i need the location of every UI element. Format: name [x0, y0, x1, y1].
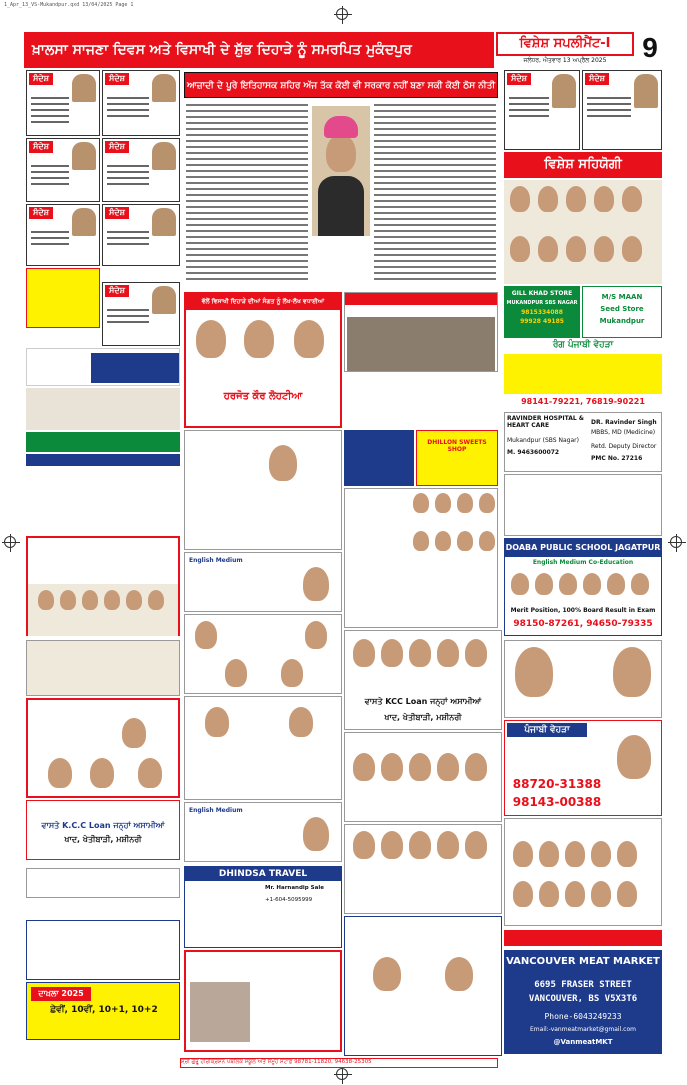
message-label: ਸੰਦੇਸ਼ [105, 285, 129, 297]
school-ad [26, 920, 180, 980]
greeting-ad [344, 430, 414, 486]
punjabi-vehla-ad [504, 720, 662, 816]
print-slug: 1_Apr_13_VS-Mukandpur.qxd 13/04/2025 Page 1 [4, 2, 134, 8]
greeting-ad [26, 698, 180, 798]
greeting-ad [184, 696, 342, 800]
registration-mark-left [4, 536, 16, 548]
greeting-ad [26, 348, 180, 386]
page-banner-title: ਖ਼ਾਲਸਾ ਸਾਜਣਾ ਦਿਵਸ ਅਤੇ ਵਿਸਾਖੀ ਦੇ ਸ਼ੁੱਭ ਦਿਹਾੜੇ ਨੂੰ ਸਮਰਪਿਤ ਮੁਕੰਦਪੁਰ [24, 32, 494, 68]
greeting-strip [504, 930, 662, 946]
doctor-name: DR. Ravinder Singh [591, 419, 657, 426]
khad-line: ਖਾਦ, ਖੇਤੀਬਾੜੀ, ਮਸ਼ੀਨਰੀ [64, 835, 142, 844]
greeting-ad [184, 430, 342, 550]
school-ad [184, 802, 342, 862]
punjabi-vehla-title: ਪੰਜਾਬੀ ਵੇਹੜਾ [507, 723, 587, 737]
ravinder-hospital-ad [504, 412, 662, 472]
ms-maan-name: M/S MAAN [601, 293, 643, 301]
kcc-loan-ad [26, 800, 180, 860]
punjabi-vehla-heading: ਰੰਗ ਪੰਜਾਬੀ ਵੇਹੜਾ [504, 340, 662, 352]
main-headline: ਆਜ਼ਾਦੀ ਦੇ ਪੂਰੇ ਇਤਿਹਾਸਕ ਸ਼ਹਿਰ ਅੱਜ ਤੱਕ ਕੋਈ ਵੀ ਸਰਕਾਰ ਨਹੀਂ ਬਣਾ ਸਕੀ ਕੋਈ ਠੋਸ ਨੀਤੀ [184, 72, 498, 98]
khad-line: ਖਾਦ, ਖੇਤੀਬਾੜੀ, ਮਸ਼ੀਨਰੀ [384, 713, 462, 722]
message-label: ਸੰਦੇਸ਼ [507, 73, 531, 85]
dhillon-name: DHILLON SWEETS SHOP [427, 439, 487, 453]
pv-phone-1: 88720-31388 [512, 777, 602, 791]
gill-khad-name: GILL KHAD STORE [511, 290, 573, 297]
vancouver-meat-market-ad [504, 950, 662, 1054]
political-greeting-ad [184, 292, 342, 428]
doaba-school-ad [504, 538, 662, 636]
registration-mark-right [670, 536, 682, 548]
vancouver-addr1: 6695 FRASER STREET [534, 980, 632, 990]
dhindsa-contact: Mr. Harnandip Sale [265, 885, 324, 891]
hospital-name: RAVINDER HOSPITAL & HEART CARE [507, 415, 585, 429]
supplement-label: ਵਿਸ਼ੇਸ਼ ਸਪਲੀਮੈਂਟ-I [496, 32, 634, 56]
kcc-loan-text: ਵਾਸਤੇ K.C.C Loan ਜਨ੍ਹਾਂ ਅਸਾਮੀਆਂ [41, 821, 165, 830]
pv-phone-2: 98143-00388 [512, 795, 602, 809]
greeting-ad [184, 614, 342, 694]
greeting-ad [26, 868, 180, 898]
message-box [26, 138, 100, 202]
dhindsa-phone: +1-604-5095999 [265, 897, 313, 903]
gill-khad-ad [504, 286, 580, 338]
contributors-grid [344, 824, 502, 914]
doctor-post: Retd. Deputy Director [591, 443, 657, 450]
doaba-merit: Merit Position, 100% Board Result in Exam [510, 607, 656, 614]
contributors-grid [344, 732, 502, 822]
gill-khad-phone2: 99928 49185 [520, 318, 564, 325]
english-medium-label: English Medium [189, 807, 243, 814]
message-label: ਸੰਦੇਸ਼ [105, 73, 129, 85]
vancouver-name: VANCOUVER MEAT MARKET [506, 956, 660, 967]
dhindsa-name: DHINDSA TRAVEL [185, 867, 341, 881]
vancouver-email: Email:-vanmeatmarket@gmail.com [530, 1026, 636, 1033]
doctor-qualification: MBBS, MD (Medicine) [591, 429, 656, 436]
message-label: ਸੰਦੇਸ਼ [105, 141, 129, 153]
dhindsa-travel-ad [184, 866, 342, 948]
greeting-line: ਵੱਲੋਂ ਵਿਸਾਖੀ ਦਿਹਾੜੇ ਦੀਆਂ ਸੰਗਤ ਨੂੰ ਲੱਖ-ਲੱਖ ਵਧਾਈਆਂ [186, 294, 340, 310]
doctor-pmc: PMC No. 27216 [591, 455, 643, 462]
school-strip [26, 454, 180, 466]
message-label: ਸੰਦੇਸ਼ [585, 73, 609, 85]
article-column [184, 100, 310, 290]
ms-maan-ad [582, 286, 662, 338]
special-support-grid [504, 180, 662, 284]
doaba-phones: 98150-87261, 94650-79335 [513, 619, 653, 629]
footer-strip: ਸ਼੍ਰੀ ਗੁਰੂ ਹਰਿਕ੍ਰਿਸ਼ਨ ਪਬਲਿਕ ਸਕੂਲ ਅਤੇ ਸਮੂਹ ਸਟਾਫ਼ 98781-11820, 94638-25305 [180, 1058, 498, 1068]
article-portrait [312, 106, 370, 236]
registration-mark-top [336, 8, 348, 20]
school-ad [26, 432, 180, 452]
contributors-grid [344, 488, 498, 628]
vancouver-phone: Phone-6043249233 [544, 1012, 622, 1021]
panchayat-ad [504, 640, 662, 718]
message-box [582, 70, 662, 150]
gill-khad-phone: 9815334088 [521, 309, 563, 316]
admission-label: ਦਾਖ਼ਲਾ 2025 [31, 987, 91, 1001]
message-label: ਸੰਦੇਸ਼ [29, 207, 53, 219]
message-box [102, 282, 180, 346]
group-photo-ad [26, 640, 180, 696]
message-box [102, 138, 180, 202]
kcc-loan-heading: ਵਾਸਤੇ KCC Loan ਜਨ੍ਹਾਂ ਅਸਾਮੀਆਂ [364, 697, 482, 706]
dhillon-sweets-ad [416, 430, 498, 486]
registration-mark-bottom [336, 1068, 348, 1080]
news-photo [344, 292, 498, 372]
ms-maan-line3: Mukandpur [599, 317, 645, 325]
doaba-name: DOABA PUBLIC SCHOOL JAGATPUR [505, 539, 661, 557]
greeting-ad [344, 916, 502, 1056]
message-box [102, 204, 180, 266]
punjabi-vehla-phones: 98141-79221, 76819-90221 [504, 396, 662, 408]
medical-ad [184, 950, 342, 1052]
hospital-place: Mukandpur (SBS Nagar) [507, 437, 579, 444]
greeting-ad [504, 474, 662, 536]
school-ad [184, 552, 342, 612]
edition-date: ਜਲੰਧਰ, ਐਤਵਾਰ 13 ਅਪ੍ਰੈਲ 2025 [523, 57, 607, 64]
message-label: ਸੰਦੇਸ਼ [29, 73, 53, 85]
kcc-panel [344, 630, 502, 730]
message-label: ਸੰਦੇਸ਼ [29, 141, 53, 153]
vancouver-handle: @VanmeatMKT [553, 1038, 613, 1046]
school-admission-ad [26, 982, 180, 1040]
special-support-heading: ਵਿਸ਼ੇਸ਼ ਸਹਿਯੋਗੀ [504, 152, 662, 178]
doaba-tag: English Medium Co-Education [532, 559, 634, 566]
message-box [504, 70, 580, 150]
gill-khad-place: MUKANDPUR SBS NAGAR [506, 300, 578, 306]
page-number: 9 [642, 32, 658, 63]
hospital-phone: M. 9463600072 [507, 449, 560, 456]
greeting-ad [26, 536, 180, 636]
english-medium-label: English Medium [189, 557, 243, 564]
message-box [102, 70, 180, 136]
group-photo-ad [26, 388, 180, 430]
message-label: ਸੰਦੇਸ਼ [105, 207, 129, 219]
message-box [26, 204, 100, 266]
ms-maan-line2: Seed Store [600, 305, 644, 313]
classes-label: ਛੇਵੀਂ, 10ਵੀਂ, 10+1, 10+2 [50, 1005, 158, 1015]
mla-name: ਹਰਜੋਤ ਕੌਰ ਲੋਹਟੀਆ [223, 391, 303, 402]
punjabi-vehla-body [504, 354, 662, 394]
message-box [26, 70, 100, 136]
greeting-ad [26, 268, 100, 328]
article-column [372, 100, 498, 290]
vancouver-addr2: VANCOUVER, BS V5X3T6 [528, 994, 638, 1004]
group-greeting-ad [504, 818, 662, 926]
